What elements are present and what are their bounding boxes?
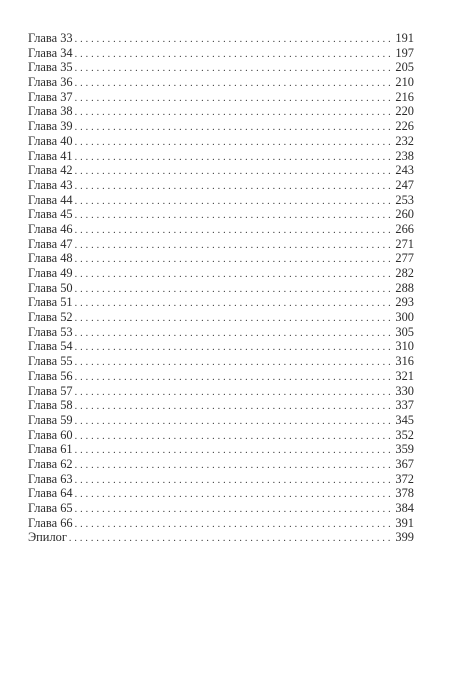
toc-entry-page-number: 293	[395, 295, 414, 310]
toc-entry-page-number: 391	[395, 515, 414, 530]
dot-leader	[75, 48, 393, 63]
dot-leader	[75, 297, 393, 312]
dot-leader	[75, 474, 393, 489]
toc-entry-title: Глава 64	[28, 486, 73, 501]
dot-leader	[69, 532, 393, 547]
dot-leader	[75, 488, 393, 503]
toc-entry-page-number: 330	[395, 383, 414, 398]
toc-entry-title: Глава 56	[28, 368, 73, 383]
dot-leader	[75, 224, 393, 239]
toc-entry	[28, 207, 414, 222]
toc-entry-title: Глава 59	[28, 412, 73, 427]
toc-entry-page-number: 243	[395, 163, 414, 178]
dot-leader	[75, 195, 393, 210]
dot-leader	[75, 180, 393, 195]
toc-entry-title: Глава 66	[28, 515, 73, 530]
toc-entry	[28, 178, 414, 193]
dot-leader	[75, 239, 393, 254]
toc-entry	[28, 486, 414, 501]
table-of-contents	[28, 31, 414, 545]
toc-entry-title: Глава 57	[28, 383, 73, 398]
toc-entry	[28, 354, 414, 369]
toc-entry	[28, 119, 414, 134]
toc-entry-page-number: 266	[395, 221, 414, 236]
toc-entry-title: Глава 35	[28, 60, 73, 75]
dot-leader	[75, 430, 393, 445]
toc-entry-page-number: 384	[395, 501, 414, 515]
dot-leader	[75, 503, 393, 518]
toc-entry	[28, 530, 414, 545]
toc-entry-title: Глава 60	[28, 427, 73, 442]
dot-leader	[75, 283, 393, 298]
toc-entry	[28, 134, 414, 149]
toc-entry-title: Глава 48	[28, 251, 73, 266]
toc-entry	[28, 457, 414, 472]
toc-entry-title: Глава 52	[28, 310, 73, 325]
toc-entry-page-number: 300	[395, 310, 414, 325]
dot-leader	[75, 209, 393, 224]
toc-entry-page-number: 210	[395, 75, 414, 90]
toc-entry-title: Эпилог	[28, 530, 67, 545]
toc-entry	[28, 251, 414, 266]
toc-entry-title: Глава 55	[28, 354, 73, 369]
toc-entry-page-number: 260	[395, 207, 414, 222]
toc-entry-title: Глава 42	[28, 163, 73, 178]
toc-entry-page-number: 271	[395, 236, 414, 251]
toc-entry-page-number: 372	[395, 471, 414, 486]
dot-leader	[75, 518, 393, 533]
toc-entry	[28, 384, 414, 399]
dot-leader	[75, 415, 393, 430]
toc-entry	[28, 325, 414, 340]
toc-entry-title: Глава 38	[28, 104, 73, 119]
toc-entry	[28, 472, 414, 487]
dot-leader	[75, 356, 393, 371]
dot-leader	[75, 77, 393, 92]
toc-entry	[28, 369, 414, 384]
toc-entry-title: Глава 49	[28, 266, 73, 280]
toc-entry	[28, 266, 414, 281]
dot-leader	[75, 136, 393, 151]
toc-entry-page-number: 352	[395, 427, 414, 442]
dot-leader	[75, 151, 393, 166]
toc-entry-page-number: 310	[395, 339, 414, 354]
toc-entry-title: Глава 47	[28, 236, 73, 251]
toc-entry-page-number: 359	[395, 442, 414, 457]
toc-entry-page-number: 205	[395, 60, 414, 75]
toc-entry	[28, 163, 414, 178]
toc-entry-page-number: 191	[395, 31, 414, 45]
toc-entry-page-number: 367	[395, 456, 414, 471]
toc-entry-title: Глава 41	[28, 148, 73, 163]
dot-leader	[75, 386, 393, 401]
toc-entry-title: Глава 58	[28, 398, 73, 413]
dot-leader	[75, 371, 393, 386]
toc-entry-page-number: 220	[395, 104, 414, 119]
dot-leader	[75, 341, 393, 356]
toc-entry	[28, 75, 414, 90]
toc-entry-title: Глава 63	[28, 471, 73, 486]
toc-entry	[28, 413, 414, 428]
dot-leader	[75, 253, 393, 268]
toc-entry	[28, 281, 414, 296]
toc-entry-title: Глава 46	[28, 221, 73, 236]
toc-entry-page-number: 226	[395, 119, 414, 134]
toc-entry	[28, 428, 414, 443]
toc-entry-title: Глава 65	[28, 501, 73, 515]
toc-entry-title: Глава 34	[28, 45, 73, 60]
toc-entry-title: Глава 43	[28, 177, 73, 192]
toc-entry-title: Глава 44	[28, 192, 73, 207]
toc-entry-title: Глава 39	[28, 119, 73, 134]
toc-entry-title: Глава 36	[28, 75, 73, 90]
toc-entry	[28, 310, 414, 325]
toc-entry	[28, 46, 414, 61]
toc-entry-title: Глава 33	[28, 31, 73, 45]
toc-entry-page-number: 197	[395, 45, 414, 60]
dot-leader	[75, 92, 393, 107]
toc-entry-page-number: 378	[395, 486, 414, 501]
dot-leader	[75, 444, 393, 459]
toc-entry-page-number: 232	[395, 133, 414, 148]
toc-entry-page-number: 216	[395, 89, 414, 104]
toc-entry	[28, 60, 414, 75]
toc-entry	[28, 398, 414, 413]
toc-entry	[28, 104, 414, 119]
toc-entry-page-number: 305	[395, 324, 414, 339]
toc-entry-title: Глава 54	[28, 339, 73, 354]
dot-leader	[75, 165, 393, 180]
toc-entry	[28, 501, 414, 516]
toc-entry	[28, 295, 414, 310]
toc-entry	[28, 90, 414, 105]
toc-entry-title: Глава 40	[28, 133, 73, 148]
dot-leader	[75, 312, 393, 327]
dot-leader	[75, 459, 393, 474]
toc-entry-title: Глава 53	[28, 324, 73, 339]
dot-leader	[75, 62, 393, 77]
toc-entry-page-number: 399	[395, 530, 414, 545]
toc-entry-title: Глава 51	[28, 295, 73, 310]
toc-entry-page-number: 282	[395, 266, 414, 280]
toc-entry-page-number: 253	[395, 192, 414, 207]
toc-entry-title: Глава 50	[28, 280, 73, 295]
dot-leader	[75, 327, 393, 342]
toc-entry	[28, 339, 414, 354]
dot-leader	[75, 121, 393, 136]
toc-entry-page-number: 337	[395, 398, 414, 413]
toc-entry-page-number: 277	[395, 251, 414, 266]
toc-entry	[28, 516, 414, 531]
toc-entry-title: Глава 61	[28, 442, 73, 457]
dot-leader	[75, 268, 393, 283]
dot-leader	[75, 400, 393, 415]
toc-entry-title: Глава 45	[28, 207, 73, 222]
toc-entry	[28, 442, 414, 457]
toc-entry-page-number: 247	[395, 177, 414, 192]
toc-entry-title: Глава 62	[28, 456, 73, 471]
toc-entry-page-number: 238	[395, 148, 414, 163]
toc-entry	[28, 149, 414, 164]
toc-entry	[28, 222, 414, 237]
toc-entry-page-number: 288	[395, 280, 414, 295]
toc-entry	[28, 31, 414, 46]
toc-entry-page-number: 345	[395, 412, 414, 427]
dot-leader	[75, 106, 393, 121]
toc-entry-title: Глава 37	[28, 89, 73, 104]
toc-entry	[28, 193, 414, 208]
toc-entry-page-number: 316	[395, 354, 414, 369]
toc-entry	[28, 237, 414, 252]
toc-entry-page-number: 321	[395, 368, 414, 383]
dot-leader	[75, 33, 393, 48]
